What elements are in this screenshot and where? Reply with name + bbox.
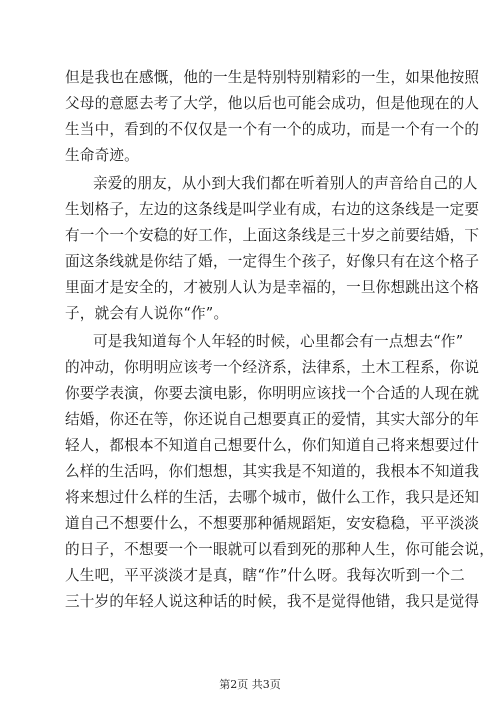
text-line: 面这条线就是你结了婚，一定得生个孩子，好像只有在这个格子 [65, 253, 480, 270]
text-line: 但是我也在感慨，他的一生是特别特别精彩的一生，如果他按照 [65, 69, 480, 86]
text-line: 么样的生活吗，你们想想，其实我是不知道的，我根本不知道我 [65, 463, 480, 480]
text-line: 里面才是安全的，才被别人认为是幸福的，一旦你想跳出这个格 [65, 279, 480, 296]
text-line: 子，就会有人说你“作”。 [65, 305, 229, 322]
text-line: 有一个一个安稳的好工作，上面这条线是三十岁之前要结婚，下 [65, 227, 480, 244]
text-line: 人生吧，平平淡淡才是真，瞎“作”什么呀。我每次听到一个二 [65, 567, 465, 584]
page-number: 第2页 共3页 [219, 678, 281, 691]
text-line: 三十岁的年轻人说这种话的时候，我不是觉得他错，我只是觉得 [65, 593, 480, 610]
text-line: 可是我知道每个人年轻的时候，心里都会有一点想去“作” [93, 333, 464, 350]
text-line: 的日子，不想要一个一眼就可以看到死的那种人生，你可能会说， [65, 541, 495, 558]
text-line: 轻人，都根本不知道自己想要什么，你们知道自己将来想要过什 [65, 437, 480, 454]
text-line: 生划格子，左边的这条线是叫学业有成，右边的这条线是一定要 [65, 201, 480, 218]
text-line: 父母的意愿去考了大学，他以后也可能会成功，但是他现在的人 [65, 95, 480, 112]
text-line: 生当中，看到的不仅仅是一个有一个的成功，而是一个有一个的 [65, 121, 480, 138]
text-line: 亲爱的朋友，从小到大我们都在听着别人的声音给自己的人 [93, 175, 478, 192]
text-line: 生命奇迹。 [65, 147, 139, 164]
text-line: 你要学表演，你要去演电影，你明明应该找一个合适的人现在就 [65, 385, 480, 402]
text-line: 结婚，你还在等，你还说自己想要真正的爱情，其实大部分的年 [65, 411, 480, 428]
text-line: 将来想过什么样的生活，去哪个城市，做什么工作，我只是还知 [65, 489, 480, 506]
text-line: 的冲动，你明明应该考一个经济系，法律系，土木工程系，你说 [65, 359, 480, 376]
text-line: 道自己不想要什么，不想要那种循规蹈矩，安安稳稳，平平淡淡 [65, 515, 480, 532]
